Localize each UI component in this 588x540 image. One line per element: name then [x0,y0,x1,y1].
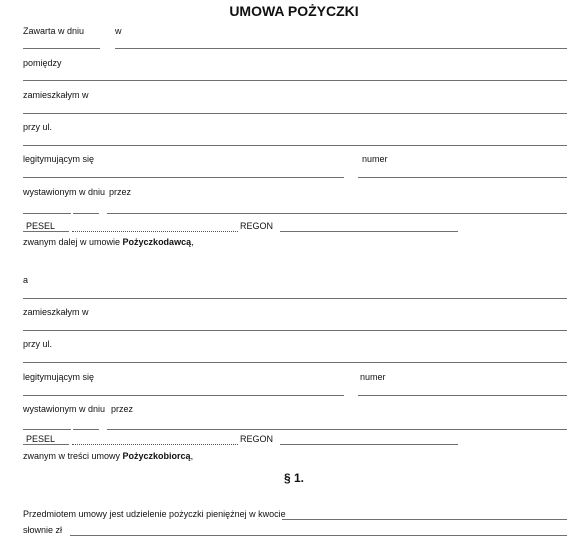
borrower-id-label: legitymującym się [23,372,95,382]
lender-called-suffix: , [191,237,194,247]
borrower-name-line[interactable] [23,298,567,299]
borrower-called-suffix: , [190,451,194,461]
borrower-number-label: numer [360,372,386,382]
lender-id-line[interactable] [23,177,344,178]
borrower-by-label: przez [111,404,134,414]
lender-issuer-line[interactable] [107,213,567,214]
borrower-issuer-line[interactable] [107,429,567,430]
between-label: pomiędzy [23,58,62,68]
lender-role: Pożyczkodawcą [122,237,192,247]
borrower-issued-date-line[interactable] [23,429,71,430]
borrower-called [23,451,193,462]
loan-amount-line[interactable] [282,519,567,520]
borrower-id-line[interactable] [23,395,344,396]
and-label: a [23,275,29,285]
lender-pesel-label: PESEL [26,221,56,231]
lender-residing-label: zamieszkałym w [23,90,89,100]
date-field-line[interactable] [23,48,100,49]
borrower-regon-label: REGON [240,434,274,444]
lender-by-label: przez [109,187,132,197]
lender-issued-label: wystawionym w dniu [23,187,106,197]
amount-in-words-line[interactable] [70,535,567,536]
section-1-heading: § 1. [283,471,304,485]
document-title: UMOWA POŻYCZKI [229,3,359,19]
lender-called-prefix: zwanym dalej w umowie [23,237,123,247]
lender-issued-date-line[interactable] [23,213,71,214]
borrower-role: Pożyczkobiorcą [122,451,191,461]
lender-number-line[interactable] [358,177,567,178]
borrower-called-prefix: zwanym w treści umowy [23,451,123,461]
borrower-issued-label: wystawionym w dniu [23,404,106,414]
lender-called [23,237,194,248]
borrower-issued-date-line-2[interactable] [73,429,99,430]
borrower-pesel-line[interactable] [72,444,238,445]
lender-residence-line[interactable] [23,113,567,114]
loan-subject-text: Przedmiotem umowy jest udzielenie pożyczki pieniężnej w kwocie [23,509,286,519]
borrower-pesel-label: PESEL [26,434,56,444]
borrower-residing-label: zamieszkałym w [23,307,89,317]
borrower-street-label: przy ul. [23,339,53,349]
lender-regon-label: REGON [240,221,274,231]
place-label: w [115,26,122,36]
lender-name-line[interactable] [23,80,567,81]
borrower-regon-line[interactable] [280,444,458,445]
lender-regon-line[interactable] [280,231,458,232]
concluded-on-label: Zawarta w dniu [23,26,85,36]
lender-number-label: numer [362,154,388,164]
place-field-line[interactable] [115,48,567,49]
lender-pesel-line-left[interactable] [23,231,69,232]
borrower-residence-line[interactable] [23,330,567,331]
borrower-street-line[interactable] [23,362,567,363]
borrower-number-line[interactable] [358,395,567,396]
amount-in-words-label: słownie zł [23,525,63,535]
lender-issued-date-line-2[interactable] [73,213,99,214]
borrower-pesel-line-left[interactable] [23,444,69,445]
lender-street-line[interactable] [23,145,567,146]
lender-id-label: legitymującym się [23,154,95,164]
lender-pesel-line[interactable] [72,231,238,232]
lender-street-label: przy ul. [23,122,53,132]
